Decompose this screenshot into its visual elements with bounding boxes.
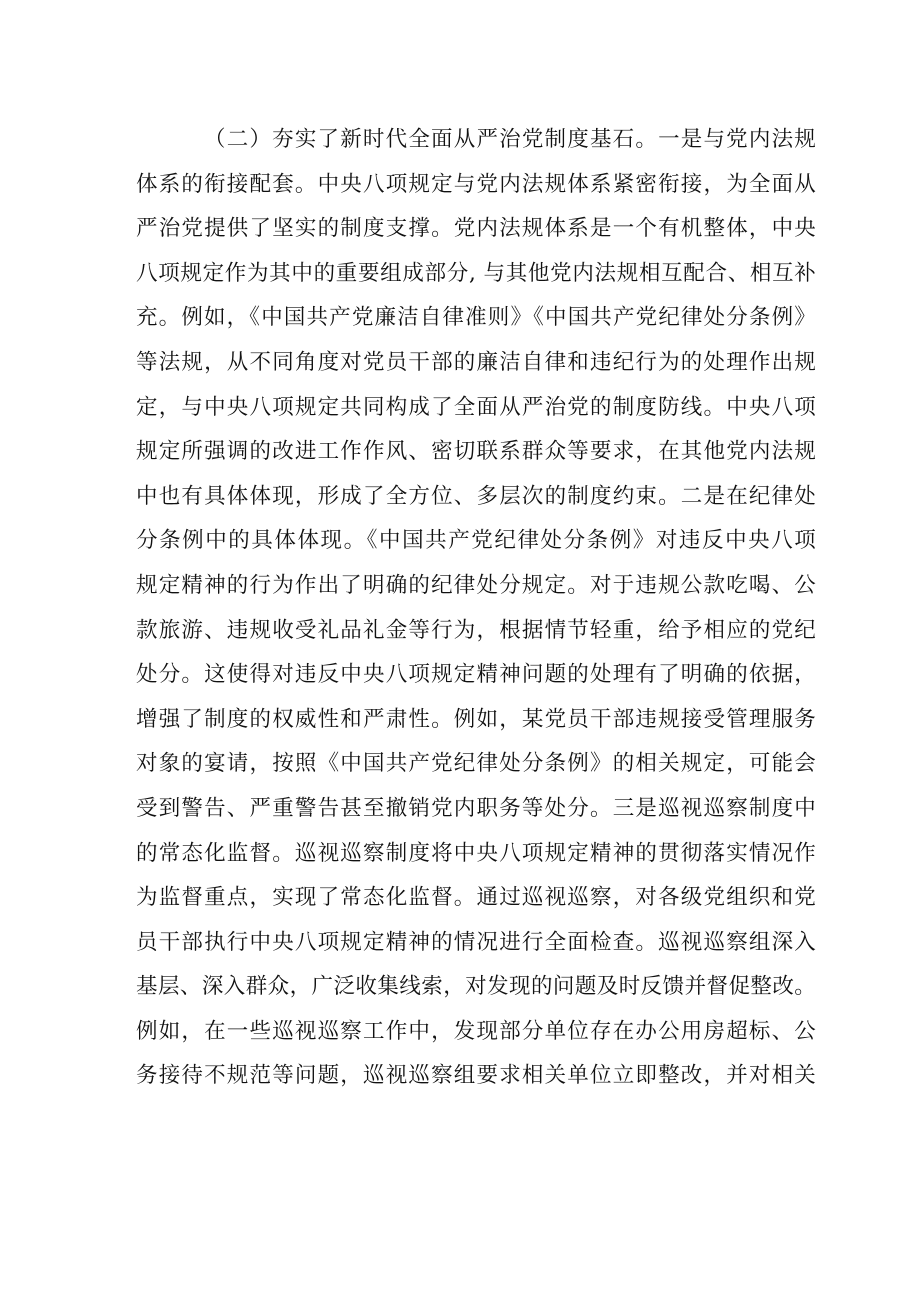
paragraph-line: 分条例中的具体体现。《中国共产党纪律处分条例》对违反中央八项 [136,528,816,554]
paragraph-line: 八项规定作为其中的重要组成部分, 与其他党内法规相互配合、相互补 [136,260,816,286]
body-paragraph [136,118,816,1099]
paragraph-line: 中也有具体体现，形成了全方位、多层次的制度约束。二是在纪律处 [136,483,816,509]
paragraph-line: 处分。这使得对违反中央八项规定精神问题的处理有了明确的依据， [136,662,816,688]
paragraph-line: 受到警告、严重警告甚至撤销党内职务等处分。三是巡视巡察制度中 [136,795,816,821]
paragraph-line: 规定精神的行为作出了明确的纪律处分规定。对于违规公款吃喝、公 [136,572,816,598]
paragraph-line: 充。例如，《中国共产党廉洁自律准则》《中国共产党纪律处分条例》 [136,305,816,331]
paragraph-line: 例如，在一些巡视巡察工作中，发现部分单位存在办公用房超标、公 [136,1018,816,1044]
paragraph-line: 等法规，从不同角度对党员干部的廉洁自律和违纪行为的处理作出规 [136,349,816,375]
paragraph-line: 体系的衔接配套。中央八项规定与党内法规体系紧密衔接，为全面从 [136,171,816,197]
paragraph-line: （二）夯实了新时代全面从严治党制度基石。一是与党内法规 [204,127,816,152]
paragraph-line: 增强了制度的权威性和严肃性。例如，某党员干部违规接受管理服务 [136,706,816,732]
paragraph-line: 为监督重点，实现了常态化监督。通过巡视巡察，对各级党组织和党 [136,885,816,911]
paragraph-line: 基层、深入群众，广泛收集线索，对发现的问题及时反馈并督促整改。 [136,974,816,1000]
paragraph-line: 定，与中央八项规定共同构成了全面从严治党的制度防线。中央八项 [136,394,816,420]
paragraph-line: 务接待不规范等问题，巡视巡察组要求相关单位立即整改，并对相关 [136,1063,816,1089]
paragraph-line: 款旅游、违规收受礼品礼金等行为，根据情节轻重，给予相应的党纪 [136,617,816,643]
paragraph-line: 对象的宴请，按照《中国共产党纪律处分条例》的相关规定，可能会 [136,751,816,777]
paragraph-line: 的常态化监督。巡视巡察制度将中央八项规定精神的贯彻落实情况作 [136,840,816,866]
paragraph-line: 规定所强调的改进工作作风、密切联系群众等要求，在其他党内法规 [136,439,816,465]
paragraph-line: 严治党提供了坚实的制度支撑。党内法规体系是一个有机整体，中央 [136,216,816,242]
paragraph-line: 员干部执行中央八项规定精神的情况进行全面检查。巡视巡察组深入 [136,929,816,955]
